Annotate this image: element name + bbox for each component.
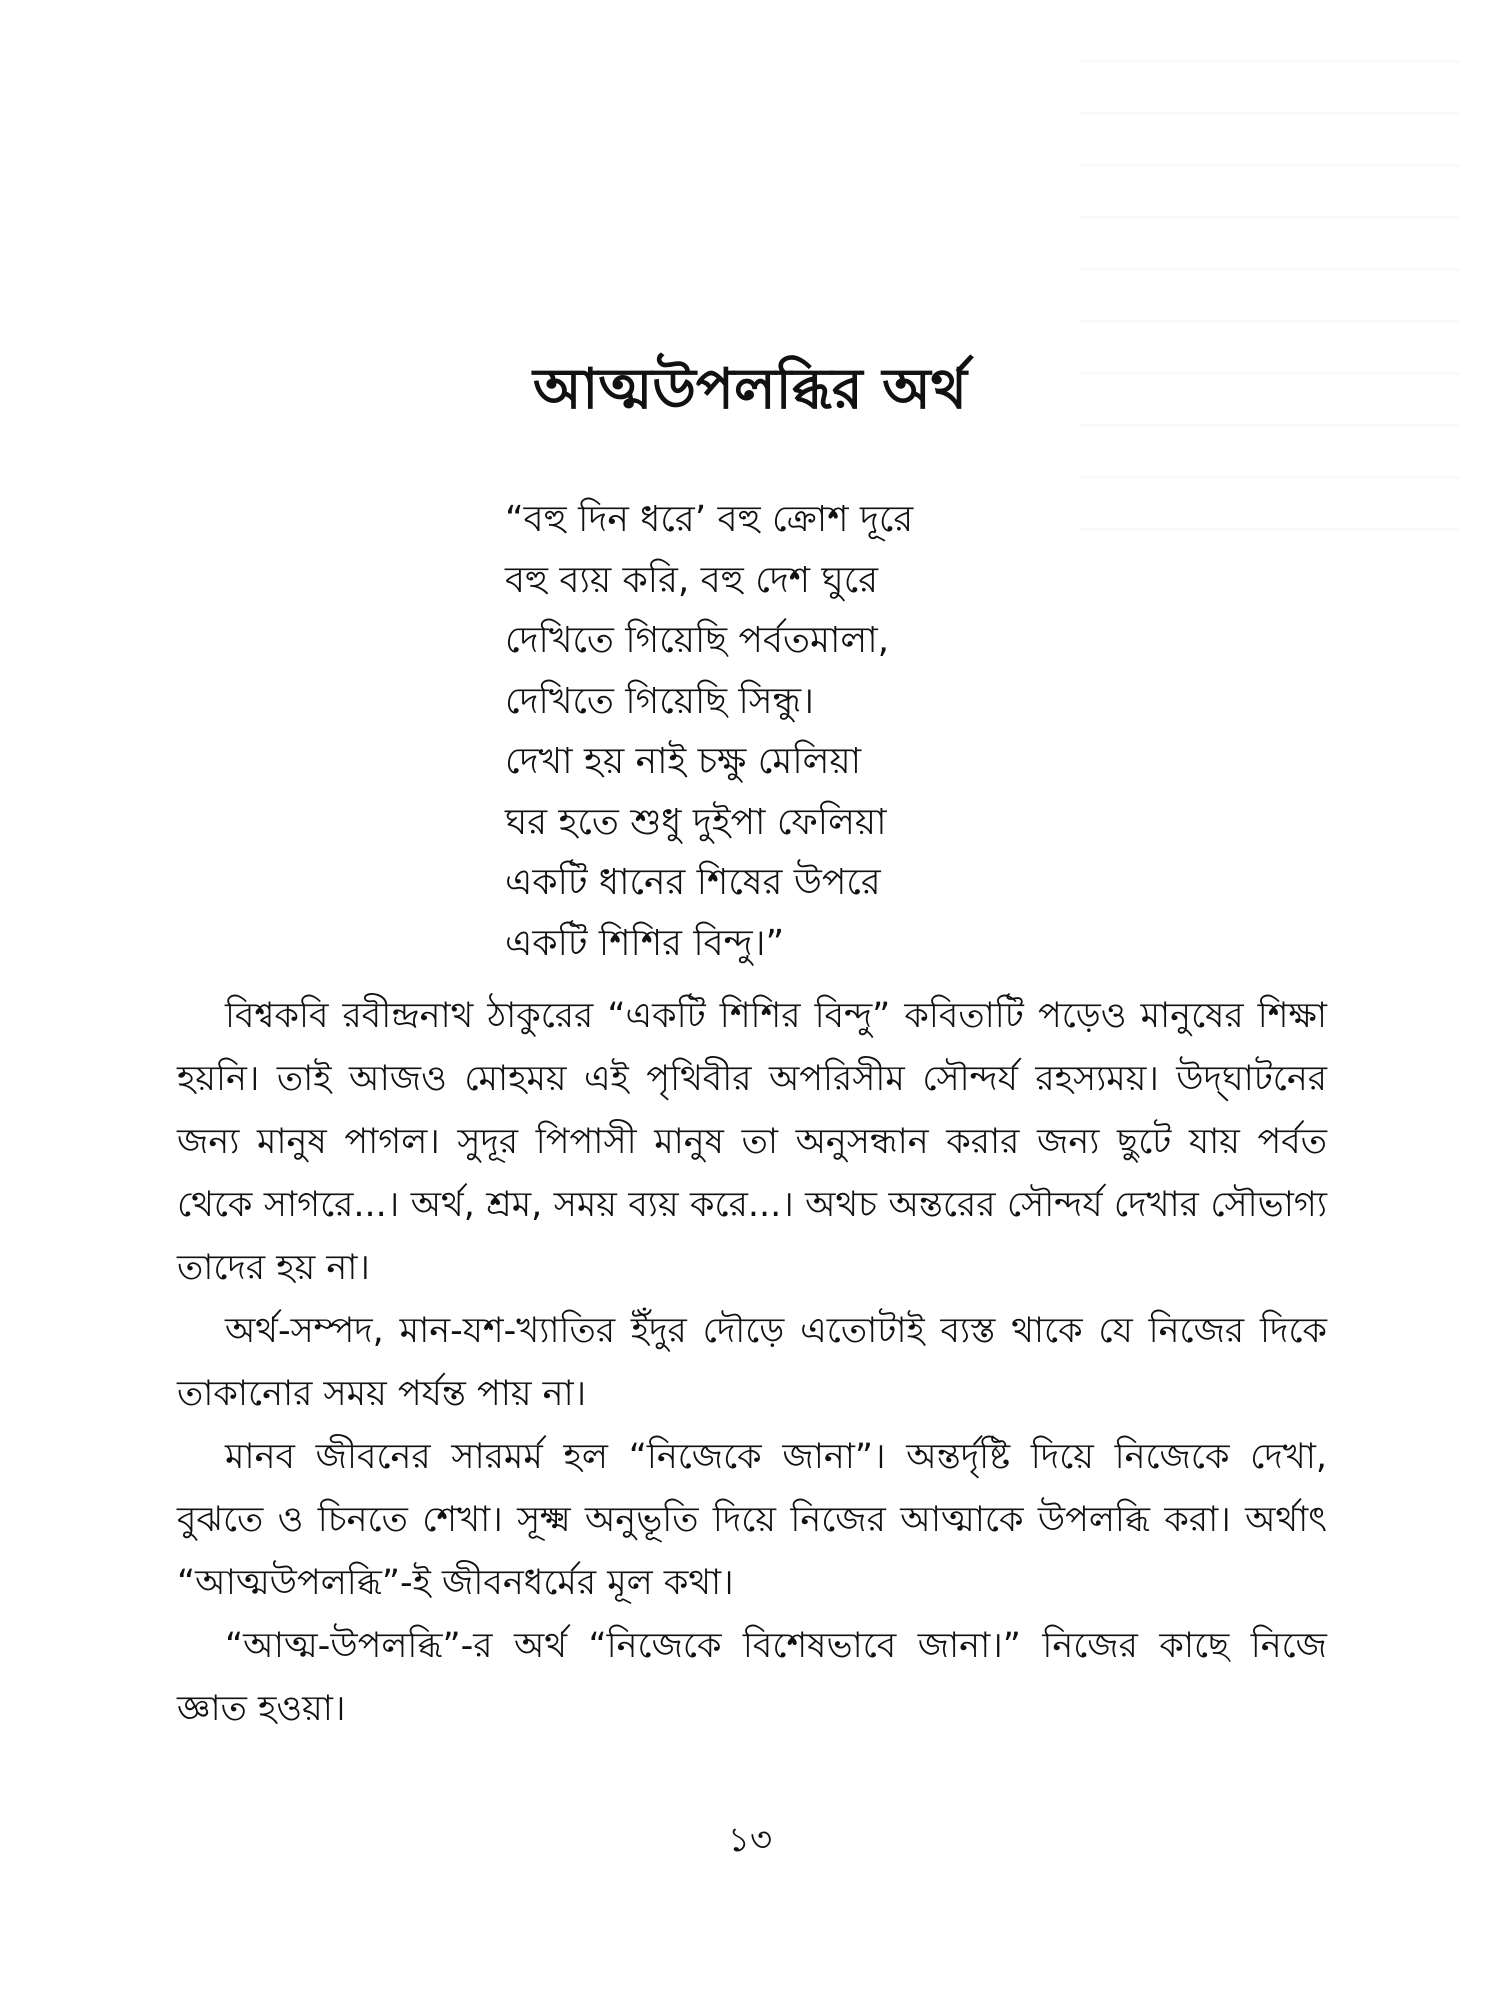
poem-line: একটি ধানের শিষের উপরে: [505, 862, 881, 903]
page-title: আত্মউপলব্ধির অর্থ: [533, 357, 967, 422]
poem-line: “বহু দিন ধরে’ বহু ক্রোশ দূরে: [505, 499, 914, 540]
poem-line: দেখিতে গিয়েছি পর্বতমালা,: [505, 620, 890, 661]
show-through-text: [1080, 60, 1460, 580]
poem-line: ঘর হতে শুধু দুইপা ফেলিয়া: [505, 801, 887, 843]
paragraph: মানব জীবনের সারমর্ম হল “নিজেকে জানা”। অন্তর্দৃষ্টি দিয়ে নিজেকে দেখা, বুঝতে ও চিনতে শেখা। সূক্ষ্ম অনুভূতি দিয়ে নিজের আত্মাকে উপলব্ধি করা। অর্থাৎ “আত্মউপলব্ধি”-ই জীবনধর্মের মূল কথা।: [177, 1437, 1327, 1603]
body-text: [177, 985, 1327, 1741]
paragraph: “আত্ম-উপলব্ধি”-র অর্থ “নিজেকে বিশেষভাবে জানা।” নিজের কাছে নিজে জ্ঞাত হওয়া।: [177, 1626, 1327, 1729]
poem-line: একটি শিশির বিন্দু।”: [505, 922, 785, 964]
poem-line: দেখা হয় নাই চক্ষু মেলিয়া: [505, 741, 862, 782]
poem-line: বহু ব্যয় করি, বহু দেশ ঘুরে: [505, 559, 878, 601]
poem-line: দেখিতে গিয়েছি সিন্ধু।: [505, 680, 814, 722]
paragraph: অর্থ-সম্পদ, মান-যশ-খ্যাতির ইঁদুর দৌড়ে এতোটাই ব্যস্ত থাকে যে নিজের দিকে তাকানোর সময় পর্যন্ত পায় না।: [177, 1311, 1327, 1414]
poem-quote: [505, 490, 913, 974]
paragraph: বিশ্বকবি রবীন্দ্রনাথ ঠাকুরের “একটি শিশির বিন্দু” কবিতাটি পড়েও মানুষের শিক্ষা হয়নি। তাই আজও মোহময় এই পৃথিবীর অপরিসীম সৌন্দর্য রহস্যময়। উদ্‌ঘাটনের জন্য মানুষ পাগল। সুদূর পিপাসী মানুষ তা অনুসন্ধান করার জন্য ছুটে যায় পর্বত থেকে সাগরে...। অর্থ, শ্রম, সময় ব্যয় করে...। অথচ অন্তরের সৌন্দর্য দেখার সৌভাগ্য তাদের হয় না।: [177, 996, 1327, 1288]
page-number: ১৩: [727, 1820, 773, 1860]
